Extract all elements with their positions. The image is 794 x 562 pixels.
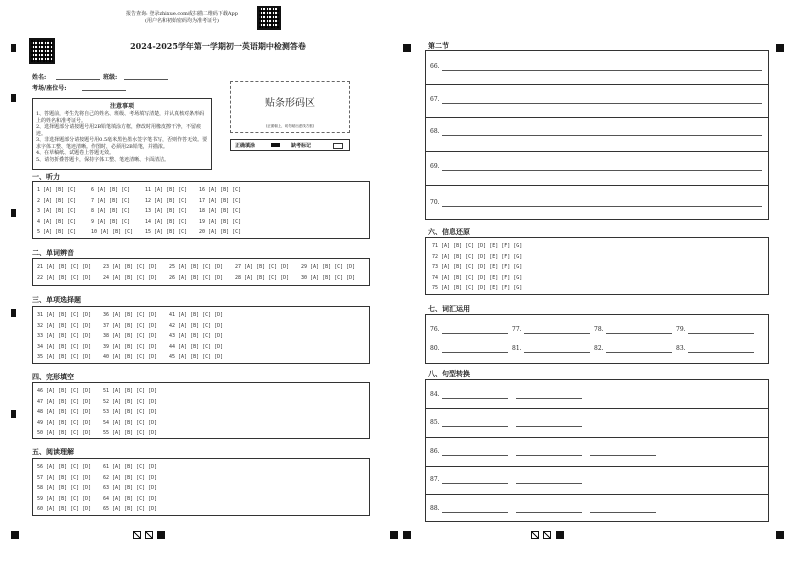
page-id-mark bbox=[133, 531, 141, 539]
q78-number: 78. bbox=[594, 326, 604, 333]
notice-item: 5、请勿折叠答题卡，保持字体工整、笔迹清晰、卡面清洁。 bbox=[36, 156, 170, 163]
answer-row[interactable]: 36 [A] [B] [C] [D] bbox=[103, 312, 158, 318]
student-qr-code bbox=[29, 38, 55, 64]
answer-row[interactable]: 44 [A] [B] [C] [D] bbox=[169, 343, 224, 350]
answer-row[interactable]: 28 [A] [B] [C] [D] bbox=[235, 274, 290, 281]
alignment-mark bbox=[390, 531, 398, 539]
q85-answer-line-2[interactable] bbox=[516, 426, 582, 427]
answer-row[interactable]: 42 [A] [B] [C] [D] bbox=[169, 322, 224, 329]
answer-row[interactable]: 10 [A] [B] [C] bbox=[91, 229, 134, 235]
q81-number: 81. bbox=[512, 345, 522, 352]
q67-answer-line[interactable] bbox=[442, 103, 762, 104]
alignment-mark bbox=[11, 531, 19, 539]
correct-fill-sample bbox=[271, 143, 280, 147]
q84-answer-line-1[interactable] bbox=[442, 398, 508, 399]
choice-col bbox=[37, 310, 91, 363]
q86-answer-line-1[interactable] bbox=[442, 455, 508, 456]
q86-answer-line-3[interactable] bbox=[590, 455, 656, 456]
page-id-mark bbox=[543, 531, 551, 539]
answer-row[interactable]: 3 [A] [B] [C] bbox=[37, 208, 77, 214]
cloze-col bbox=[37, 386, 91, 439]
notice-item: 1、答题前，考生先将自己的姓名、班级、考场填写清楚，并认真核对条形码上的姓名和准考证号。 bbox=[36, 111, 205, 124]
correct-fill-label: 正确填涂 bbox=[235, 143, 256, 149]
answer-row[interactable]: 40 [A] [B] [C] [D] bbox=[103, 354, 158, 360]
q87-answer-line-1[interactable] bbox=[442, 483, 508, 484]
report-line-2: (用户名和初始密码均为准考证号) bbox=[145, 18, 219, 24]
q83-answer-line[interactable] bbox=[688, 352, 754, 353]
barcode-note: (正面朝上，切勿贴出虚线方框) bbox=[265, 124, 315, 128]
answer-row[interactable]: 51 [A] [B] [C] [D] bbox=[103, 388, 158, 394]
answer-row[interactable]: 30 [A] [B] [C] [D] bbox=[301, 274, 356, 281]
answer-row[interactable]: 21 [A] [B] [C] [D] bbox=[37, 264, 92, 270]
q77-answer-line[interactable] bbox=[524, 333, 590, 334]
answer-row[interactable]: 35 [A] [B] [C] [D] bbox=[37, 354, 92, 360]
section-transform-title: 八、句型转换 bbox=[428, 369, 470, 378]
answer-row[interactable]: 22 [A] [B] [C] [D] bbox=[37, 274, 92, 281]
q69-number: 69. bbox=[430, 163, 440, 170]
answer-row[interactable]: 61 [A] [B] [C] [D] bbox=[103, 464, 158, 470]
answer-row[interactable]: 1 [A] [B] [C] bbox=[37, 187, 77, 193]
answer-row[interactable]: 20 [A] [B] [C] bbox=[199, 229, 242, 235]
name-label: 姓名: bbox=[32, 74, 47, 81]
section-reading-title: 五、阅读理解 bbox=[32, 447, 74, 456]
answer-row[interactable]: 54 [A] [B] [C] [D] bbox=[103, 419, 158, 426]
alignment-mark bbox=[11, 44, 16, 52]
q85-number: 85. bbox=[430, 419, 440, 426]
section-reading-box bbox=[32, 458, 370, 516]
answer-row[interactable]: 53 [A] [B] [C] [D] bbox=[103, 409, 158, 415]
section-choice-box bbox=[32, 306, 370, 364]
q87-number: 87. bbox=[430, 476, 440, 483]
answer-row[interactable]: 24 [A] [B] [C] [D] bbox=[103, 274, 158, 281]
cloze-col bbox=[103, 386, 157, 439]
answer-row[interactable]: 9 [A] [B] [C] bbox=[91, 218, 131, 225]
answer-row[interactable]: 60 [A] [B] [C] [D] bbox=[37, 506, 92, 512]
answer-row[interactable]: 37 [A] [B] [C] [D] bbox=[103, 322, 158, 329]
q76-answer-line[interactable] bbox=[442, 333, 508, 334]
answer-row[interactable]: 4 [A] [B] [C] bbox=[37, 218, 77, 225]
q80-answer-line[interactable] bbox=[442, 352, 508, 353]
listening-col bbox=[199, 185, 241, 238]
q68-answer-line[interactable] bbox=[442, 135, 762, 136]
answer-row[interactable]: 29 [A] [B] [C] [D] bbox=[301, 264, 356, 270]
answer-row[interactable]: 34 [A] [B] [C] [D] bbox=[37, 343, 92, 350]
barcode-area bbox=[230, 81, 350, 133]
alignment-mark bbox=[11, 94, 16, 102]
q79-answer-line[interactable] bbox=[688, 333, 754, 334]
answer-row[interactable]: 14 [A] [B] [C] bbox=[145, 218, 188, 225]
q80-number: 80. bbox=[430, 345, 440, 352]
answer-row[interactable]: 17 [A] [B] [C] bbox=[199, 197, 242, 204]
answer-row[interactable]: 33 [A] [B] [C] [D] bbox=[37, 333, 92, 339]
answer-row[interactable]: 74 [A] [B] [C] [D] [E] [F] [G] bbox=[432, 274, 523, 281]
answer-row[interactable]: 75 [A] [B] [C] [D] [E] [F] [G] bbox=[432, 285, 523, 291]
alignment-mark bbox=[403, 44, 411, 52]
answer-row[interactable]: 19 [A] [B] [C] bbox=[199, 218, 242, 225]
page-id-mark bbox=[157, 531, 165, 539]
room-label: 考场/座位号: bbox=[32, 85, 67, 92]
reading-col bbox=[103, 462, 157, 515]
q77-number: 77. bbox=[512, 326, 522, 333]
listening-col bbox=[37, 185, 76, 238]
q82-number: 82. bbox=[594, 345, 604, 352]
answer-row[interactable]: 56 [A] [B] [C] [D] bbox=[37, 464, 92, 470]
name-field[interactable] bbox=[56, 79, 100, 80]
answer-row[interactable]: 11 [A] [B] [C] bbox=[145, 187, 188, 193]
q67-number: 67. bbox=[430, 96, 440, 103]
answer-row[interactable]: 48 [A] [B] [C] [D] bbox=[37, 409, 92, 415]
answer-row[interactable]: 2 [A] [B] [C] bbox=[37, 197, 77, 204]
answer-row[interactable]: 5 [A] [B] [C] bbox=[37, 229, 77, 235]
report-qr-code bbox=[257, 6, 281, 30]
q86-answer-line-2[interactable] bbox=[516, 455, 582, 456]
answer-row[interactable]: 23 [A] [B] [C] [D] bbox=[103, 264, 158, 270]
answer-row[interactable]: 16 [A] [B] [C] bbox=[199, 187, 242, 193]
q66-number: 66. bbox=[430, 63, 440, 70]
info-match-col bbox=[432, 241, 522, 294]
q84-number: 84. bbox=[430, 391, 440, 398]
section-pronunciation-title: 二、单词辨音 bbox=[32, 248, 74, 257]
pronunciation-col bbox=[235, 262, 289, 283]
answer-row[interactable]: 59 [A] [B] [C] [D] bbox=[37, 495, 92, 502]
q83-number: 83. bbox=[676, 345, 686, 352]
answer-row[interactable]: 12 [A] [B] [C] bbox=[145, 197, 188, 204]
section-info-match-title: 六、信息还原 bbox=[428, 227, 470, 236]
notice-title: 注意事项 bbox=[109, 103, 134, 110]
alignment-mark bbox=[11, 309, 16, 317]
page-id-mark bbox=[556, 531, 564, 539]
section-transform-box bbox=[425, 379, 769, 522]
section-cloze-box bbox=[32, 382, 370, 439]
notice-item: 3、非选择题部分请按题号用0.5毫米黑色墨水签字笔书写，否则作答无效。要求字体工整、笔迹清晰。作图时，必须用2B铅笔，并描浓。 bbox=[36, 137, 208, 150]
barcode-label: 贴条形码区 bbox=[265, 98, 315, 109]
section-part2-box bbox=[425, 50, 769, 220]
answer-row[interactable]: 50 [A] [B] [C] [D] bbox=[37, 430, 92, 436]
q70-answer-line[interactable] bbox=[442, 206, 762, 207]
class-label: 班级: bbox=[103, 74, 118, 81]
alignment-mark bbox=[403, 531, 411, 539]
answer-row[interactable]: 15 [A] [B] [C] bbox=[145, 229, 188, 235]
pronunciation-col bbox=[37, 262, 91, 283]
answer-row[interactable]: 32 [A] [B] [C] [D] bbox=[37, 322, 92, 329]
q87-answer-line-2[interactable] bbox=[516, 483, 582, 484]
choice-col bbox=[169, 310, 223, 363]
section-cloze-title: 四、完形填空 bbox=[32, 372, 74, 381]
q70-number: 70. bbox=[430, 199, 440, 206]
q88-number: 88. bbox=[430, 505, 440, 512]
answer-row[interactable]: 39 [A] [B] [C] [D] bbox=[103, 343, 158, 350]
section-info-match-box bbox=[425, 237, 769, 295]
section-listening-box bbox=[32, 181, 370, 239]
q88-answer-line-2[interactable] bbox=[516, 512, 582, 513]
listening-col bbox=[145, 185, 187, 238]
answer-row[interactable]: 57 [A] [B] [C] [D] bbox=[37, 474, 92, 481]
answer-row[interactable]: 38 [A] [B] [C] [D] bbox=[103, 333, 158, 339]
q84-answer-line-2[interactable] bbox=[516, 398, 582, 399]
q85-answer-line-1[interactable] bbox=[442, 426, 508, 427]
answer-row[interactable]: 49 [A] [B] [C] [D] bbox=[37, 419, 92, 426]
q86-number: 86. bbox=[430, 448, 440, 455]
absent-mark-label: 缺考标记 bbox=[291, 143, 312, 149]
answer-row[interactable]: 58 [A] [B] [C] [D] bbox=[37, 485, 92, 491]
answer-row[interactable]: 18 [A] [B] [C] bbox=[199, 208, 242, 214]
answer-row[interactable]: 13 [A] [B] [C] bbox=[145, 208, 188, 214]
answer-row[interactable]: 31 [A] [B] [C] [D] bbox=[37, 312, 92, 318]
answer-row[interactable]: 62 [A] [B] [C] [D] bbox=[103, 474, 158, 481]
q69-answer-line[interactable] bbox=[442, 170, 762, 171]
section-vocab-title: 七、词汇运用 bbox=[428, 304, 470, 313]
answer-row[interactable]: 43 [A] [B] [C] [D] bbox=[169, 333, 224, 339]
answer-row[interactable]: 6 [A] [B] [C] bbox=[91, 187, 131, 193]
report-line-1: 报告查询: 登录zhixue.com或扫描二维码下载App bbox=[126, 11, 238, 17]
q88-answer-line-3[interactable] bbox=[590, 512, 656, 513]
class-field[interactable] bbox=[124, 79, 168, 80]
q76-number: 76. bbox=[430, 326, 440, 333]
answer-row[interactable]: 73 [A] [B] [C] [D] [E] [F] [G] bbox=[432, 264, 523, 270]
answer-row[interactable]: 46 [A] [B] [C] [D] bbox=[37, 388, 92, 394]
pronunciation-col bbox=[169, 262, 223, 283]
answer-row[interactable]: 25 [A] [B] [C] [D] bbox=[169, 264, 224, 270]
answer-row[interactable]: 7 [A] [B] [C] bbox=[91, 197, 131, 204]
answer-row[interactable]: 65 [A] [B] [C] [D] bbox=[103, 506, 158, 512]
absent-mark-checkbox[interactable] bbox=[333, 143, 343, 149]
q81-answer-line[interactable] bbox=[524, 352, 590, 353]
alignment-mark bbox=[11, 209, 16, 217]
pronunciation-col bbox=[103, 262, 157, 283]
room-field[interactable] bbox=[82, 90, 126, 91]
answer-row[interactable]: 64 [A] [B] [C] [D] bbox=[103, 495, 158, 502]
section-choice-title: 三、单项选择题 bbox=[32, 295, 81, 304]
page-title: 2024-2025学年第一学期初一英语期中检测答卷 bbox=[130, 41, 306, 51]
answer-row[interactable]: 41 [A] [B] [C] [D] bbox=[169, 312, 224, 318]
choice-col bbox=[103, 310, 157, 363]
q88-answer-line-1[interactable] bbox=[442, 512, 508, 513]
alignment-mark bbox=[11, 410, 16, 418]
pronunciation-col bbox=[301, 262, 355, 283]
answer-row[interactable]: 27 [A] [B] [C] [D] bbox=[235, 264, 290, 270]
q66-answer-line[interactable] bbox=[442, 70, 762, 71]
notice-item: 4、在草稿纸、试题卷上答题无效。 bbox=[36, 150, 115, 156]
answer-row[interactable]: 72 [A] [B] [C] [D] [E] [F] [G] bbox=[432, 253, 523, 260]
answer-row[interactable]: 52 [A] [B] [C] [D] bbox=[103, 398, 158, 405]
q79-number: 79. bbox=[676, 326, 686, 333]
answer-row[interactable]: 55 [A] [B] [C] [D] bbox=[103, 430, 158, 436]
page-id-mark bbox=[531, 531, 539, 539]
answer-row[interactable]: 71 [A] [B] [C] [D] [E] [F] [G] bbox=[432, 243, 523, 249]
answer-row[interactable]: 26 [A] [B] [C] [D] bbox=[169, 274, 224, 281]
answer-row[interactable]: 63 [A] [B] [C] [D] bbox=[103, 485, 158, 491]
answer-row[interactable]: 8 [A] [B] [C] bbox=[91, 208, 131, 214]
q82-answer-line[interactable] bbox=[606, 352, 672, 353]
fill-legend bbox=[230, 139, 350, 151]
alignment-mark bbox=[776, 531, 784, 539]
reading-col bbox=[37, 462, 91, 515]
section-listening-title: 一、听力 bbox=[32, 172, 60, 181]
answer-row[interactable]: 45 [A] [B] [C] [D] bbox=[169, 354, 224, 360]
page-id-mark bbox=[145, 531, 153, 539]
notice-item: 2、选择题部分请按题号用2B铅笔填涂方框，修改时用橡皮擦干净，不留痕迹。 bbox=[36, 124, 202, 137]
notice-box bbox=[32, 98, 212, 170]
section-vocab-box bbox=[425, 314, 769, 364]
answer-row[interactable]: 47 [A] [B] [C] [D] bbox=[37, 398, 92, 405]
section-part2-title: 第二节 bbox=[428, 41, 449, 50]
section-pronunciation-box bbox=[32, 258, 370, 286]
q68-number: 68. bbox=[430, 128, 440, 135]
alignment-mark bbox=[776, 44, 784, 52]
listening-col bbox=[91, 185, 133, 238]
q78-answer-line[interactable] bbox=[606, 333, 672, 334]
